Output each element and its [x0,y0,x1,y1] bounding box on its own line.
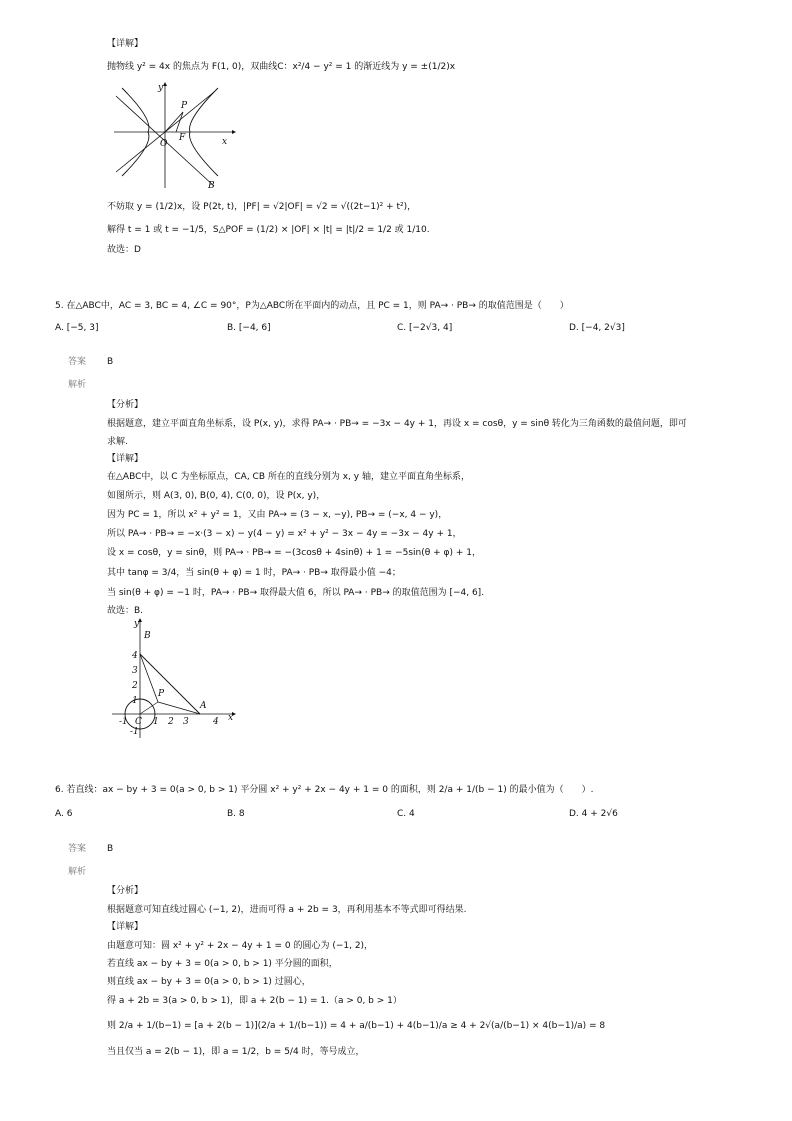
q6-detail-line: 当且仅当 a = 2(b − 1)，即 a = 1/2，b = 5/4 时，等号成立， [107,1047,365,1057]
fig1-o-label: O [160,139,168,149]
fig2-a-label: A [200,701,207,711]
triangle-figure [108,616,240,742]
fig2-ytick: 4 [132,651,138,661]
q5-analysis-label: 解析 [68,380,87,390]
fig2-b-label: B [144,631,151,641]
q6-detail-line: 则直线 ax − by + 3 = 0(a > 0, b > 1) 过圆心， [107,977,311,987]
fig2-x-label: x [228,713,234,723]
q6-option-d[interactable]: D. 4 + 2√6 [569,809,618,819]
fig1-b-label: B [208,181,215,191]
fig2-c-label: C [135,717,142,727]
q6-detail-line: 若直线 ax − by + 3 = 0(a > 0, b > 1) 平分圆的面积， [107,959,338,969]
q6-detail-line: 则 2/a + 1/(b−1) = [a + 2(b − 1)](2/a + 1/(b−1)) = 4 + a/(b−1) + 4(b−1)/a ≥ 4 + 2√(a/(b−1) × 4(b−1)/a) = 8 [107,1021,606,1031]
q5-analysis-heading: 【分析】 [107,400,144,410]
fig2-xtick: 4 [213,717,219,727]
q6-option-b[interactable]: B. 8 [227,809,245,819]
q6-analysis-line: 根据题意可知直线过圆心 (−1, 2)，进而可得 a + 2b = 3，再利用基本不等式即可得结果. [107,905,467,915]
fig2-p-label: P [158,689,165,699]
solution-line: 抛物线 y² = 4x 的焦点为 F(1, 0)，双曲线C：x²/4 − y² = 1 的渐近线为 y = ±(1/2)x [107,62,456,72]
q5-answer-label: 答案 [68,357,87,367]
solution-line: 解得 t = 1 或 t = −1/5，S△POF = (1/2) × |OF| × |t| = |t|/2 = 1/2 或 1/10. [107,225,430,235]
fig1-x-label: x [222,137,228,147]
detail-heading: 【详解】 [107,39,144,49]
q6-analysis-heading: 【分析】 [107,886,144,896]
q5-option-a[interactable]: A. [−5, 3] [55,323,99,333]
fig2-y-label: y [134,619,140,629]
solution-line: 故选：D [107,245,141,255]
q5-option-c[interactable]: C. [−2√3, 4] [397,323,453,333]
fig1-y-label: y [158,83,164,93]
question-5-stem: 5. 在△ABC中，AC = 3, BC = 4, ∠C = 90°，P为△ABC所在平面内的动点，且 PC = 1，则 PA→ · PB→ 的取值范围是（ ） [55,301,569,311]
q5-analysis-line: 求解. [107,437,128,447]
solution-line: 不妨取 y = (1/2)x，设 P(2t, t)，|PF| = √2|OF| = √2 = √((2t−1)² + t²)， [107,202,417,212]
q5-detail-line: 如图所示，则 A(3, 0), B(0, 4), C(0, 0)，设 P(x, y)， [107,491,326,501]
q5-detail-line: 所以 PA→ · PB→ = −x·(3 − x) − y(4 − y) = x² + y² − 3x − 4y = −3x − 4y + 1， [107,529,462,539]
q6-option-a[interactable]: A. 6 [55,809,73,819]
fig2-ytick: 1 [132,696,138,706]
q5-detail-line: 在△ABC中，以 C 为坐标原点，CA, CB 所在的直线分别为 x, y 轴，建立平面直角坐标系， [107,472,470,482]
fig2-xtick: 3 [183,717,189,727]
q6-answer-value: B [107,844,114,854]
q6-answer-label: 答案 [68,844,87,854]
fig2-xtick: -1 [119,717,128,727]
q6-detail-heading: 【详解】 [107,922,144,932]
q5-analysis-line: 根据题意，建立平面直角坐标系，设 P(x, y)，求得 PA→ · PB→ = −3x − 4y + 1，再设 x = cosθ，y = sinθ 转化为三角函数的最值问题，即可 [107,419,687,429]
q5-option-d[interactable]: D. [−4, 2√3] [569,323,625,333]
q6-option-c[interactable]: C. 4 [397,809,415,819]
q5-detail-heading: 【详解】 [107,454,144,464]
q5-detail-line: 故选：B. [107,606,144,616]
fig1-f-label: F [179,133,186,143]
q5-detail-line: 因为 PC = 1，所以 x² + y² = 1，又由 PA→ = (3 − x, −y), PB→ = (−x, 4 − y)， [107,510,448,520]
q6-detail-line: 得 a + 2b = 3(a > 0, b > 1)，即 a + 2(b − 1) = 1.（a > 0, b > 1） [107,996,402,1006]
fig2-ytick: 3 [132,666,138,676]
hyperbola-figure [110,80,240,192]
q5-answer-value: B [107,357,114,367]
q5-detail-line: 其中 tanφ = 3/4，当 sin(θ + φ) = 1 时，PA→ · PB→ 取得最小值 −4； [107,568,401,578]
fig2-ytick: 2 [132,681,138,691]
q5-option-b[interactable]: B. [−4, 6] [227,323,271,333]
q6-analysis-label: 解析 [68,867,87,877]
q5-detail-line: 当 sin(θ + φ) = −1 时，PA→ · PB→ 取得最大值 6，所以 PA→ · PB→ 的取值范围为 [−4, 6]. [107,588,485,598]
question-6-stem: 6. 若直线：ax − by + 3 = 0(a > 0, b > 1) 平分圆 x² + y² + 2x − 4y + 1 = 0 的面积，则 2/a + 1/(b − 1) 的最小值为（ ）. [55,785,594,795]
q6-detail-line: 由题意可知：圆 x² + y² + 2x − 4y + 1 = 0 的圆心为 (−1, 2)， [107,941,374,951]
q5-detail-line: 设 x = cosθ，y = sinθ，则 PA→ · PB→ = −(3cosθ + 4sinθ) + 1 = −5sin(θ + φ) + 1， [107,548,481,558]
fig2-xtick: 2 [168,717,174,727]
fig2-ytick: -1 [130,727,139,737]
fig1-p-label: P [181,101,188,111]
fig2-xtick: 1 [153,717,159,727]
